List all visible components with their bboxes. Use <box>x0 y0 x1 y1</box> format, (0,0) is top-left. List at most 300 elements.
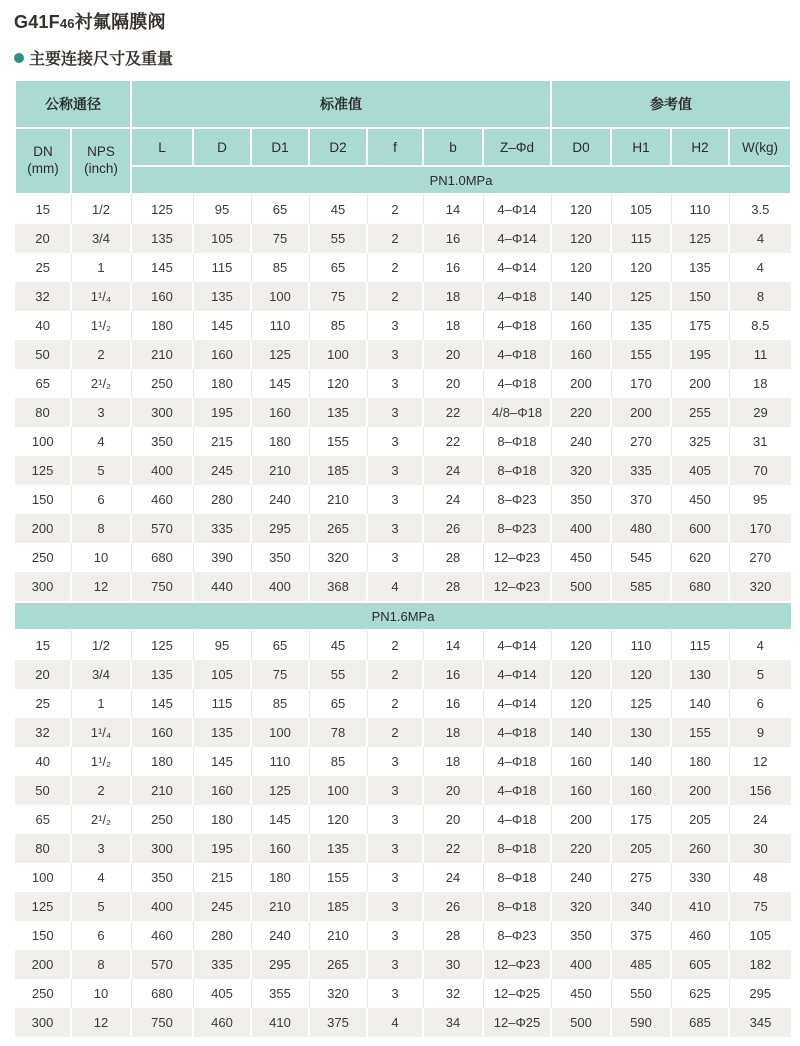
table-row <box>15 689 791 718</box>
table-row <box>15 950 791 979</box>
table-cell: 4–Φ18 <box>483 776 551 805</box>
table-cell: 4–Φ14 <box>483 194 551 224</box>
bullet-icon <box>14 53 24 63</box>
table-cell: 120 <box>309 805 367 834</box>
table-cell: 95 <box>193 194 251 224</box>
table-cell: 4 <box>729 224 791 253</box>
table-cell: 135 <box>611 311 671 340</box>
table-row <box>15 1008 791 1037</box>
table-row <box>15 660 791 689</box>
table-cell: 2 <box>367 630 423 660</box>
table-cell: 410 <box>251 1008 309 1037</box>
table-cell: 8.5 <box>729 311 791 340</box>
table-cell: 280 <box>193 485 251 514</box>
table-row <box>15 747 791 776</box>
table-cell: 12–Φ23 <box>483 543 551 572</box>
table-cell: 480 <box>611 514 671 543</box>
col-header-dn-line1: DN <box>33 144 53 160</box>
table-cell: 120 <box>551 253 611 282</box>
table-cell: 4–Φ14 <box>483 689 551 718</box>
table-cell: 48 <box>729 863 791 892</box>
table-cell: 95 <box>193 630 251 660</box>
table-cell: 125 <box>251 340 309 369</box>
table-cell: 12–Φ23 <box>483 950 551 979</box>
table-cell: 185 <box>309 892 367 921</box>
table-cell: 3 <box>367 892 423 921</box>
section-label-pn10: PN1.0MPa <box>131 166 791 194</box>
table-cell: 400 <box>131 456 193 485</box>
table-cell: 210 <box>309 921 367 950</box>
table-cell: 115 <box>671 630 729 660</box>
table-cell: 24 <box>423 485 483 514</box>
table-cell: 405 <box>193 979 251 1008</box>
table-cell: 140 <box>551 718 611 747</box>
table-cell: 210 <box>251 892 309 921</box>
table-cell: 135 <box>193 282 251 311</box>
table-cell: 100 <box>309 776 367 805</box>
table-cell: 1¹/₄ <box>71 282 131 311</box>
table-cell: 2 <box>367 194 423 224</box>
table-cell: 145 <box>131 253 193 282</box>
table-row <box>15 224 791 253</box>
table-cell: 250 <box>15 543 71 572</box>
table-cell: 320 <box>729 572 791 602</box>
table-cell: 3 <box>367 776 423 805</box>
table-cell: 115 <box>193 253 251 282</box>
table-cell: 680 <box>131 979 193 1008</box>
table-cell: 1¹/₂ <box>71 747 131 776</box>
table-cell: 4–Φ14 <box>483 224 551 253</box>
table-cell: 110 <box>671 194 729 224</box>
group-header-nominal-diameter: 公称通径 <box>15 80 131 128</box>
table-cell: 350 <box>551 921 611 950</box>
table-cell: 100 <box>251 282 309 311</box>
table-row <box>15 311 791 340</box>
table-cell: 15 <box>15 630 71 660</box>
table-cell: 85 <box>251 253 309 282</box>
table-cell: 605 <box>671 950 729 979</box>
table-cell: 155 <box>671 718 729 747</box>
table-cell: 145 <box>251 369 309 398</box>
table-cell: 50 <box>15 340 71 369</box>
table-cell: 24 <box>729 805 791 834</box>
table-cell: 405 <box>671 456 729 485</box>
table-cell: 2 <box>367 253 423 282</box>
table-cell: 450 <box>551 979 611 1008</box>
table-cell: 210 <box>309 485 367 514</box>
table-cell: 155 <box>309 863 367 892</box>
table-cell: 125 <box>611 689 671 718</box>
table-row <box>15 398 791 427</box>
table-cell: 320 <box>309 979 367 1008</box>
table-cell: 400 <box>551 514 611 543</box>
table-cell: 11 <box>729 340 791 369</box>
table-cell: 3 <box>367 863 423 892</box>
table-cell: 160 <box>131 282 193 311</box>
table-cell: 4 <box>367 1008 423 1037</box>
table-cell: 3 <box>367 340 423 369</box>
table-cell: 20 <box>15 660 71 689</box>
table-row <box>15 543 791 572</box>
table-cell: 18 <box>423 718 483 747</box>
table-cell: 55 <box>309 224 367 253</box>
group-header-row <box>15 80 791 128</box>
table-cell: 26 <box>423 514 483 543</box>
table-cell: 8 <box>71 514 131 543</box>
table-cell: 32 <box>15 718 71 747</box>
table-cell: 3 <box>367 805 423 834</box>
table-cell: 34 <box>423 1008 483 1037</box>
table-cell: 200 <box>611 398 671 427</box>
table-row <box>15 253 791 282</box>
table-row <box>15 369 791 398</box>
table-cell: 14 <box>423 630 483 660</box>
table-row <box>15 776 791 805</box>
table-cell: 180 <box>193 805 251 834</box>
table-cell: 335 <box>611 456 671 485</box>
table-cell: 125 <box>611 282 671 311</box>
table-cell: 140 <box>551 282 611 311</box>
table-cell: 345 <box>729 1008 791 1037</box>
table-cell: 5 <box>729 660 791 689</box>
table-cell: 300 <box>15 572 71 602</box>
table-cell: 100 <box>251 718 309 747</box>
table-cell: 3 <box>367 921 423 950</box>
table-cell: 2 <box>367 224 423 253</box>
table-cell: 3 <box>367 427 423 456</box>
table-cell: 145 <box>131 689 193 718</box>
table-cell: 105 <box>193 660 251 689</box>
table-cell: 80 <box>15 834 71 863</box>
table-cell: 320 <box>309 543 367 572</box>
table-cell: 145 <box>193 311 251 340</box>
table-cell: 160 <box>551 776 611 805</box>
table-row <box>15 630 791 660</box>
table-cell: 175 <box>611 805 671 834</box>
table-cell: 6 <box>71 921 131 950</box>
table-cell: 460 <box>193 1008 251 1037</box>
table-cell: 300 <box>15 1008 71 1037</box>
table-cell: 440 <box>193 572 251 602</box>
col-header-dn <box>15 128 71 194</box>
table-cell: 8–Φ23 <box>483 514 551 543</box>
table-cell: 3 <box>367 543 423 572</box>
table-cell: 215 <box>193 427 251 456</box>
table-cell: 275 <box>611 863 671 892</box>
table-cell: 105 <box>611 194 671 224</box>
table-cell: 24 <box>423 456 483 485</box>
table-cell: 12 <box>729 747 791 776</box>
table-cell: 120 <box>551 689 611 718</box>
table-cell: 550 <box>611 979 671 1008</box>
table-cell: 3 <box>367 834 423 863</box>
table-cell: 125 <box>671 224 729 253</box>
table-cell: 2¹/₂ <box>71 369 131 398</box>
table-cell: 8–Φ23 <box>483 921 551 950</box>
table-cell: 750 <box>131 572 193 602</box>
table-cell: 135 <box>131 660 193 689</box>
table-cell: 325 <box>671 427 729 456</box>
table-cell: 8–Φ18 <box>483 834 551 863</box>
section-label-pn16: PN1.6MPa <box>15 602 791 630</box>
table-cell: 240 <box>251 485 309 514</box>
table-cell: 180 <box>193 369 251 398</box>
table-cell: 3 <box>367 311 423 340</box>
col-header-b: b <box>423 128 483 166</box>
table-cell: 680 <box>671 572 729 602</box>
table-cell: 31 <box>729 427 791 456</box>
table-cell: 300 <box>131 834 193 863</box>
table-cell: 145 <box>251 805 309 834</box>
table-cell: 78 <box>309 718 367 747</box>
table-row <box>15 427 791 456</box>
table-cell: 250 <box>131 805 193 834</box>
table-cell: 210 <box>131 340 193 369</box>
table-cell: 1 <box>71 253 131 282</box>
table-cell: 570 <box>131 514 193 543</box>
table-cell: 4/8–Φ18 <box>483 398 551 427</box>
table-cell: 255 <box>671 398 729 427</box>
table-cell: 180 <box>251 863 309 892</box>
table-cell: 170 <box>611 369 671 398</box>
col-header-w-kg: W(kg) <box>729 128 791 166</box>
table-cell: 75 <box>729 892 791 921</box>
table-cell: 75 <box>309 282 367 311</box>
group-header-reference-values: 参考值 <box>551 80 791 128</box>
table-cell: 240 <box>551 863 611 892</box>
title-model-prefix: G41F <box>14 12 60 32</box>
table-cell: 85 <box>309 311 367 340</box>
table-cell: 4–Φ18 <box>483 340 551 369</box>
table-cell: 115 <box>193 689 251 718</box>
table-cell: 205 <box>671 805 729 834</box>
table-cell: 180 <box>671 747 729 776</box>
table-cell: 12 <box>71 1008 131 1037</box>
table-cell: 400 <box>551 950 611 979</box>
table-cell: 205 <box>611 834 671 863</box>
table-cell: 160 <box>193 776 251 805</box>
table-cell: 200 <box>671 369 729 398</box>
table-cell: 125 <box>251 776 309 805</box>
table-cell: 270 <box>729 543 791 572</box>
table-cell: 6 <box>729 689 791 718</box>
table-cell: 3 <box>367 398 423 427</box>
table-cell: 65 <box>251 194 309 224</box>
col-header-dn-line2: (mm) <box>27 161 59 176</box>
table-cell: 3.5 <box>729 194 791 224</box>
table-cell: 4–Φ18 <box>483 805 551 834</box>
table-cell: 215 <box>193 863 251 892</box>
table-cell: 150 <box>15 485 71 514</box>
table-cell: 125 <box>131 194 193 224</box>
table-cell: 350 <box>551 485 611 514</box>
table-cell: 300 <box>131 398 193 427</box>
table-cell: 160 <box>193 340 251 369</box>
table-cell: 160 <box>251 834 309 863</box>
table-cell: 40 <box>15 311 71 340</box>
table-cell: 30 <box>423 950 483 979</box>
table-cell: 6 <box>71 485 131 514</box>
table-cell: 185 <box>309 456 367 485</box>
table-cell: 1/2 <box>71 630 131 660</box>
table-cell: 3 <box>367 514 423 543</box>
table-cell: 180 <box>131 747 193 776</box>
table-cell: 140 <box>671 689 729 718</box>
table-cell: 400 <box>131 892 193 921</box>
table-cell: 370 <box>611 485 671 514</box>
table-row <box>15 485 791 514</box>
table-cell: 110 <box>251 747 309 776</box>
table-cell: 3/4 <box>71 224 131 253</box>
table-cell: 22 <box>423 398 483 427</box>
table-cell: 135 <box>131 224 193 253</box>
table-cell: 65 <box>15 369 71 398</box>
table-cell: 4 <box>367 572 423 602</box>
table-cell: 16 <box>423 660 483 689</box>
section-header-pn10-row <box>15 166 791 194</box>
table-cell: 55 <box>309 660 367 689</box>
table-cell: 600 <box>671 514 729 543</box>
col-header-h1: H1 <box>611 128 671 166</box>
table-cell: 4–Φ18 <box>483 311 551 340</box>
table-cell: 590 <box>611 1008 671 1037</box>
table-cell: 160 <box>251 398 309 427</box>
table-body <box>15 194 791 1037</box>
table-cell: 160 <box>551 747 611 776</box>
table-cell: 65 <box>251 630 309 660</box>
col-header-d2: D2 <box>309 128 367 166</box>
table-cell: 410 <box>671 892 729 921</box>
table-cell: 65 <box>309 253 367 282</box>
section-header-row <box>15 602 791 630</box>
table-cell: 22 <box>423 427 483 456</box>
table-cell: 685 <box>671 1008 729 1037</box>
table-cell: 20 <box>15 224 71 253</box>
table-cell: 120 <box>611 253 671 282</box>
table-cell: 320 <box>551 456 611 485</box>
table-cell: 4 <box>729 253 791 282</box>
table-cell: 100 <box>309 340 367 369</box>
table-cell: 4–Φ14 <box>483 660 551 689</box>
table-cell: 200 <box>15 950 71 979</box>
title-model-subscript: 46 <box>59 16 75 31</box>
table-cell: 12–Φ25 <box>483 1008 551 1037</box>
table-cell: 12–Φ25 <box>483 979 551 1008</box>
table-cell: 3 <box>367 369 423 398</box>
col-header-d0: D0 <box>551 128 611 166</box>
table-cell: 295 <box>729 979 791 1008</box>
table-row <box>15 718 791 747</box>
table-cell: 335 <box>193 514 251 543</box>
table-cell: 240 <box>251 921 309 950</box>
table-cell: 65 <box>309 689 367 718</box>
title-product-name: 衬氟隔膜阀 <box>74 12 166 32</box>
table-cell: 200 <box>15 514 71 543</box>
table-cell: 10 <box>71 543 131 572</box>
col-header-d: D <box>193 128 251 166</box>
table-cell: 105 <box>729 921 791 950</box>
table-cell: 250 <box>131 369 193 398</box>
table-cell: 135 <box>671 253 729 282</box>
table-cell: 3 <box>367 485 423 514</box>
table-cell: 245 <box>193 892 251 921</box>
table-cell: 250 <box>15 979 71 1008</box>
table-cell: 460 <box>131 921 193 950</box>
table-cell: 85 <box>251 689 309 718</box>
table-cell: 16 <box>423 224 483 253</box>
table-cell: 29 <box>729 398 791 427</box>
table-row <box>15 194 791 224</box>
table-row <box>15 979 791 1008</box>
table-cell: 1¹/₂ <box>71 311 131 340</box>
table-cell: 120 <box>551 660 611 689</box>
table-cell: 40 <box>15 747 71 776</box>
col-header-l: L <box>131 128 193 166</box>
table-cell: 8–Φ18 <box>483 892 551 921</box>
table-cell: 280 <box>193 921 251 950</box>
group-header-standard-values: 标准值 <box>131 80 551 128</box>
table-cell: 585 <box>611 572 671 602</box>
table-cell: 12 <box>71 572 131 602</box>
table-cell: 15 <box>15 194 71 224</box>
table-cell: 450 <box>551 543 611 572</box>
table-cell: 100 <box>15 863 71 892</box>
table-cell: 620 <box>671 543 729 572</box>
table-cell: 195 <box>193 398 251 427</box>
table-cell: 32 <box>15 282 71 311</box>
table-row <box>15 892 791 921</box>
table-cell: 175 <box>671 311 729 340</box>
table-cell: 130 <box>671 660 729 689</box>
table-cell: 5 <box>71 456 131 485</box>
table-cell: 120 <box>611 660 671 689</box>
table-cell: 340 <box>611 892 671 921</box>
table-cell: 625 <box>671 979 729 1008</box>
table-cell: 100 <box>15 427 71 456</box>
col-header-d1: D1 <box>251 128 309 166</box>
table-row <box>15 456 791 485</box>
table-cell: 125 <box>131 630 193 660</box>
table-cell: 20 <box>423 776 483 805</box>
table-cell: 8 <box>71 950 131 979</box>
table-cell: 4–Φ18 <box>483 718 551 747</box>
table-cell: 135 <box>309 398 367 427</box>
table-cell: 18 <box>423 282 483 311</box>
page-title <box>14 8 790 34</box>
table-cell: 120 <box>551 224 611 253</box>
table-row <box>15 834 791 863</box>
table-cell: 4 <box>729 630 791 660</box>
table-cell: 320 <box>551 892 611 921</box>
table-row <box>15 282 791 311</box>
table-cell: 10 <box>71 979 131 1008</box>
table-cell: 8–Φ18 <box>483 863 551 892</box>
table-cell: 8–Φ18 <box>483 427 551 456</box>
table-cell: 368 <box>309 572 367 602</box>
table-row <box>15 340 791 369</box>
table-cell: 25 <box>15 253 71 282</box>
table-row <box>15 572 791 602</box>
table-cell: 4–Φ14 <box>483 630 551 660</box>
table-cell: 28 <box>423 572 483 602</box>
table-cell: 500 <box>551 572 611 602</box>
table-cell: 125 <box>15 892 71 921</box>
table-cell: 3 <box>71 398 131 427</box>
table-cell: 120 <box>309 369 367 398</box>
table-cell: 485 <box>611 950 671 979</box>
table-cell: 350 <box>131 427 193 456</box>
table-cell: 500 <box>551 1008 611 1037</box>
